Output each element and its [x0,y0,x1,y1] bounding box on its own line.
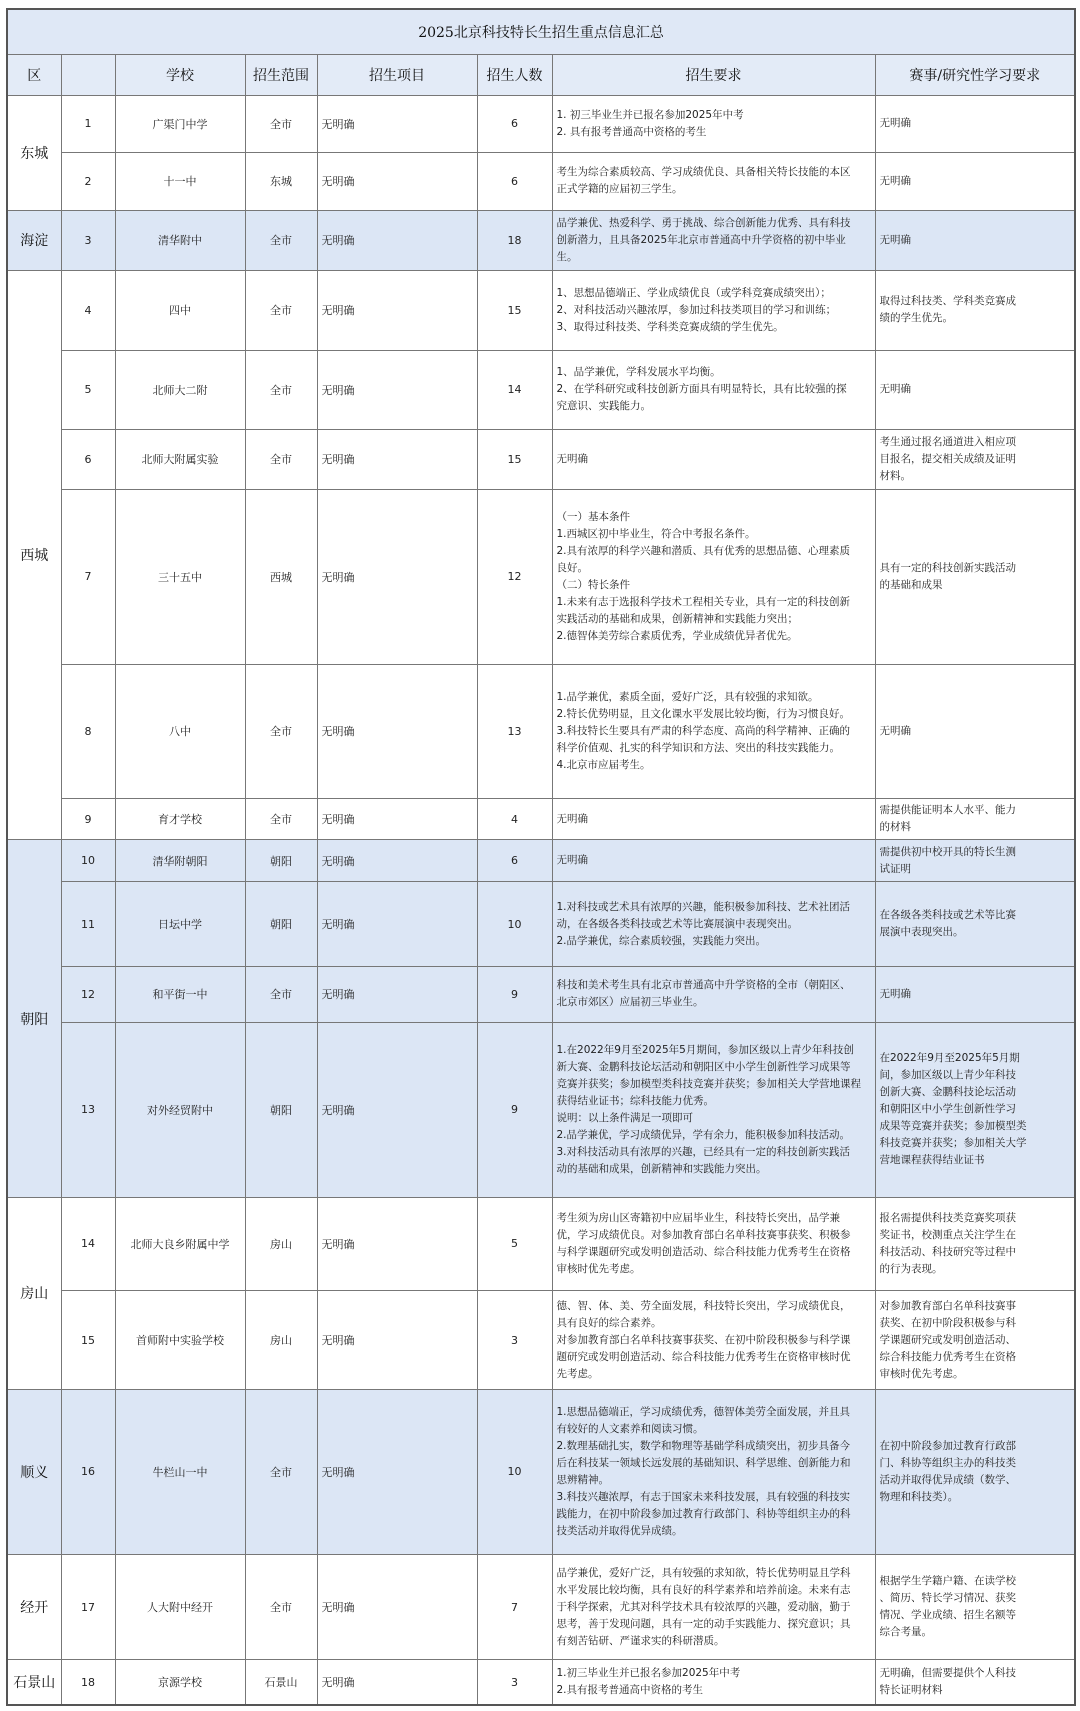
requirements-cell-line: 1. 初三毕业生并已报名参加2025年中考 [556,108,744,121]
table-row [7,882,1075,967]
requirements-cell [552,882,875,967]
requirements-cell-line: 1.对科技或艺术具有浓厚的兴趣，能积极参加科技、艺术社团活 [556,900,851,913]
requirements-cell-line: 水平发展比较均衡，具有良好的科学素养和培养前途。未来有志 [556,1583,851,1596]
competition-cell-line: 无明确 [879,383,911,396]
requirements-cell-line: 2. 具有报考普通高中资格的考生 [556,125,707,138]
table-row [7,1022,1075,1197]
row-index: 12 [61,967,115,1023]
competition-cell-line: 无明确 [879,233,911,246]
requirements-cell-line: 实践活动的基础和成果，创新精神和实践能力突出； [556,612,798,625]
enroll-count: 9 [477,1022,552,1197]
requirements-cell-line: 考生为综合素质较高、学习成绩优良、具备相关特长技能的本区 [556,166,851,179]
enroll-count: 4 [477,798,552,840]
requirements-cell-line: 1、品学兼优，学科发展水平均衡。 [556,366,721,379]
header-school: 学校 [115,55,245,96]
enroll-count: 9 [477,967,552,1023]
requirements-cell [552,270,875,350]
table-row [7,152,1075,210]
competition-cell-line: 物理和科技类）。 [879,1490,959,1503]
requirements-cell-line: 3.科技兴趣浓厚，有志于国家未来科技发展，具有较强的科技实 [556,1490,851,1503]
row-index: 10 [61,840,115,882]
enroll-project: 无明确 [317,351,477,429]
requirements-cell [552,664,875,798]
table-row [7,489,1075,664]
header-requirements: 招生要求 [552,55,875,96]
competition-cell-line: 对参加教育部白名单科技赛事 [879,1299,1016,1312]
enroll-scope: 朝阳 [245,840,317,882]
requirements-cell-line: 2、对科技活动兴趣浓厚，参加过科技类项目的学习和训练； [556,303,837,316]
competition-cell [875,210,1075,270]
school-name: 三十五中 [115,489,245,664]
competition-cell-line: 、简历、特长学习情况、获奖 [879,1592,1016,1605]
table-row [7,210,1075,270]
table-row [7,429,1075,489]
requirements-cell [552,429,875,489]
enroll-project: 无明确 [317,95,477,152]
district-cell: 经开 [7,1555,61,1660]
requirements-cell-line: 1、思想品德端正、学业成绩优良（或学科竞赛成绩突出）； [556,286,831,299]
competition-cell-line: 学课题研究或发明创造活动、 [879,1333,1016,1346]
enroll-scope: 房山 [245,1291,317,1390]
requirements-cell-line: 1.西城区初中毕业生，符合中考报名条件。 [556,527,756,540]
competition-cell-line: 的材料 [879,821,911,834]
table-row [7,1660,1075,1705]
enroll-scope: 朝阳 [245,1022,317,1197]
competition-cell-line: 科技活动、科技研究等过程中 [879,1245,1016,1258]
header-district: 区 [7,55,61,96]
competition-cell-line: 取得过科技类、学科类竞赛成 [879,295,1016,308]
enroll-project: 无明确 [317,664,477,798]
row-index: 3 [61,210,115,270]
competition-cell-line: 需提供初中校开具的特长生测 [879,845,1016,858]
enroll-project: 无明确 [317,210,477,270]
district-cell: 朝阳 [7,840,61,1197]
competition-cell-line: 根据学生学籍户籍、在读学校 [879,1575,1016,1588]
competition-cell-line: 情况、学业成绩、招生名额等 [879,1609,1016,1622]
requirements-cell [552,1022,875,1197]
school-name: 对外经贸附中 [115,1022,245,1197]
enroll-project: 无明确 [317,1197,477,1290]
competition-cell-line: 活动并取得优异成绩（数学、 [879,1473,1016,1486]
enroll-scope: 全市 [245,270,317,350]
requirements-cell-line: 品学兼优，爱好广泛，具有较强的求知欲，特长优势明显且学科 [556,1566,851,1579]
requirements-cell-line: 有刻苦钻研、严谨求实的科研潜质。 [556,1634,725,1647]
requirements-cell-line: 获得结业证书；综科技能力优秀。 [556,1094,714,1107]
district-cell: 房山 [7,1197,61,1389]
requirements-cell-line: 无明确 [556,812,588,825]
requirements-cell-line: 1.在2022年9月至2025年5月期间，参加区级以上青少年科技创 [556,1043,854,1056]
enroll-scope: 朝阳 [245,882,317,967]
requirements-cell-line: 思辨精神。 [556,1473,609,1486]
row-index: 5 [61,351,115,429]
competition-cell-line: 间，参加区级以上青少年科技 [879,1069,1016,1082]
table-row [7,1291,1075,1390]
enroll-project: 无明确 [317,882,477,967]
competition-cell-line: 综合科技能力优秀考生在资格 [879,1350,1016,1363]
row-index: 9 [61,798,115,840]
enroll-count: 15 [477,270,552,350]
enroll-count: 13 [477,664,552,798]
enroll-count: 15 [477,429,552,489]
requirements-cell-line: 题研究或发明创造活动、综合科技能力优秀考生在资格审核时优 [556,1350,851,1363]
requirements-cell-line: 先考虑。 [556,1367,599,1380]
enroll-scope: 全市 [245,210,317,270]
table-row [7,798,1075,840]
competition-cell [875,1197,1075,1290]
requirements-cell [552,210,875,270]
requirements-cell [552,95,875,152]
district-cell: 东城 [7,95,61,210]
enroll-scope: 西城 [245,489,317,664]
enroll-project: 无明确 [317,1660,477,1705]
competition-cell-line: 考生通过报名通道进入相应项 [879,435,1016,448]
enroll-project: 无明确 [317,152,477,210]
header-scope: 招生范围 [245,55,317,96]
header-competition: 赛事/研究性学习要求 [875,55,1075,96]
competition-cell-line: 和朝阳区中小学生创新性学习 [879,1103,1016,1116]
requirements-cell-line: 竞赛并获奖；参加模型类科技竞赛并获奖；参加相关大学营地课程 [556,1077,861,1090]
competition-cell-line: 特长证明材料 [879,1684,943,1697]
row-index: 13 [61,1022,115,1197]
competition-cell-line: 成果等竞赛并获奖；参加模型类 [879,1120,1027,1133]
district-cell: 西城 [7,270,61,840]
competition-cell-line: 目报名，提交相关成绩及证明 [879,452,1016,465]
enroll-scope: 石景山 [245,1660,317,1705]
competition-cell-line: 科技竞赛并获奖；参加相关大学 [879,1137,1027,1150]
enroll-project: 无明确 [317,489,477,664]
competition-cell-line: 奖证书，校测重点关注学生在 [879,1228,1016,1241]
competition-cell-line: 无明确 [879,117,911,130]
enroll-project: 无明确 [317,429,477,489]
school-name: 北师大二附 [115,351,245,429]
competition-cell [875,664,1075,798]
row-index: 4 [61,270,115,350]
requirements-cell-line: （二）特长条件 [556,578,630,591]
enroll-project: 无明确 [317,1291,477,1390]
competition-cell-line: 具有一定的科技创新实践活动 [879,561,1016,574]
requirements-cell-line: 3.对科技活动具有浓厚的兴趣，已经具有一定的科技创新实践活 [556,1145,851,1158]
enroll-count: 10 [477,1389,552,1554]
competition-cell-line: 门、科协等组织主办的科技类 [879,1456,1016,1469]
enroll-project: 无明确 [317,967,477,1023]
requirements-cell-line: 2.品学兼优，学习成绩优异，学有余力，能积极参加科技活动。 [556,1128,851,1141]
competition-cell-line: 需提供能证明本人水平、能力 [879,804,1016,817]
requirements-cell [552,798,875,840]
competition-cell [875,882,1075,967]
enroll-count: 12 [477,489,552,664]
school-name: 人大附中经开 [115,1555,245,1660]
table-row [7,95,1075,152]
requirements-cell-line: 2.具有浓厚的科学兴趣和潜质、具有优秀的思想品德、心理素质 [556,544,851,557]
row-index: 1 [61,95,115,152]
competition-cell-line: 创新大赛、金鹏科技论坛活动 [879,1086,1016,1099]
competition-cell-line: 无明确 [879,724,911,737]
requirements-cell-line: 北京市郊区）应届初三毕业生。 [556,996,704,1009]
competition-cell [875,1660,1075,1705]
school-name: 和平街一中 [115,967,245,1023]
requirements-cell-line: 究意识、实践能力。 [556,400,651,413]
competition-cell [875,1555,1075,1660]
table-row [7,270,1075,350]
district-cell: 海淀 [7,210,61,270]
table-row [7,967,1075,1023]
school-name: 广渠门中学 [115,95,245,152]
row-index: 7 [61,489,115,664]
requirements-cell-line: 新大赛、金鹏科技论坛活动和朝阳区中小学生创新性学习成果等 [556,1060,851,1073]
competition-cell-line: 获奖、在初中阶段积极参与科 [879,1316,1016,1329]
requirements-cell-line: 科学价值观、扎实的科学知识和方法、突出的科技实践能力。 [556,741,840,754]
enroll-scope: 全市 [245,351,317,429]
competition-cell-line: 无明确 [879,174,911,187]
school-name: 京源学校 [115,1660,245,1705]
competition-cell-line: 的基础和成果 [879,578,943,591]
requirements-cell-line: 1.品学兼优，素质全面，爱好广泛，具有较强的求知欲。 [556,690,819,703]
header-row [7,55,1075,96]
requirements-cell-line: 考生须为房山区寄籍初中应届毕业生，科技特长突出，品学兼 [556,1211,840,1224]
competition-cell-line: 无明确，但需要提供个人科技 [879,1667,1016,1680]
requirements-cell [552,840,875,882]
requirements-cell-line: 德、智、体、美、劳全面发展，科技特长突出，学习成绩优良， [556,1299,851,1312]
requirements-cell-line: 技类活动并取得优异成绩。 [556,1524,683,1537]
enroll-scope: 全市 [245,1389,317,1554]
header-project: 招生项目 [317,55,477,96]
competition-cell-line: 报名需提供科技类竞赛奖项获 [879,1211,1016,1224]
requirements-cell-line: 1.未来有志于选报科学技术工程相关专业，具有一定的科技创新 [556,595,851,608]
school-name: 北师大附属实验 [115,429,245,489]
competition-cell [875,1022,1075,1197]
enroll-count: 7 [477,1555,552,1660]
competition-cell [875,1291,1075,1390]
enroll-project: 无明确 [317,1389,477,1554]
school-name: 清华附朝阳 [115,840,245,882]
enroll-count: 5 [477,1197,552,1290]
requirements-cell-line: 后在科技某一领域长远发展的基础知识、科学思维、创新能力和 [556,1456,851,1469]
requirements-cell-line: 2.具有报考普通高中资格的考生 [556,1684,704,1697]
requirements-cell [552,1197,875,1290]
enroll-scope: 全市 [245,664,317,798]
enroll-count: 6 [477,152,552,210]
enroll-scope: 全市 [245,967,317,1023]
competition-cell [875,1389,1075,1554]
row-index: 2 [61,152,115,210]
requirements-cell [552,967,875,1023]
competition-cell-line: 的行为表现。 [879,1262,943,1275]
requirements-cell-line: （一）基本条件 [556,510,630,523]
row-index: 8 [61,664,115,798]
header-index [61,55,115,96]
requirements-cell-line: 正式学籍的应届初三学生。 [556,183,683,196]
header-count: 招生人数 [477,55,552,96]
competition-cell [875,489,1075,664]
requirements-cell [552,489,875,664]
enroll-project: 无明确 [317,840,477,882]
enroll-count: 14 [477,351,552,429]
district-cell: 顺义 [7,1389,61,1554]
enroll-scope: 全市 [245,429,317,489]
enroll-count: 3 [477,1660,552,1705]
table-row [7,351,1075,429]
requirements-cell-line: 2、在学科研究或科技创新方面具有明显特长，具有比较强的探 [556,383,847,396]
row-index: 11 [61,882,115,967]
competition-cell-line: 材料。 [879,469,911,482]
requirements-cell [552,1555,875,1660]
requirements-cell-line: 有较好的人文素养和阅读习惯。 [556,1422,704,1435]
enroll-scope: 全市 [245,1555,317,1660]
school-name: 八中 [115,664,245,798]
table-row [7,1555,1075,1660]
competition-cell-line: 试证明 [879,862,911,875]
competition-cell [875,840,1075,882]
requirements-cell-line: 3、取得过科技类、学科类竞赛成绩的学生优先。 [556,320,784,333]
enroll-count: 18 [477,210,552,270]
competition-cell-line: 在初中阶段参加过教育行政部 [879,1439,1016,1452]
enrollment-table [6,8,1076,1706]
competition-cell [875,95,1075,152]
requirements-cell [552,1660,875,1705]
enroll-scope: 房山 [245,1197,317,1290]
requirements-cell-line: 无明确 [556,854,588,867]
school-name: 北师大良乡附属中学 [115,1197,245,1290]
requirements-cell [552,1291,875,1390]
requirements-cell-line: 具有良好的综合素养。 [556,1316,662,1329]
competition-cell-line: 绩的学生优先。 [879,312,953,325]
table-row [7,840,1075,882]
school-name: 十一中 [115,152,245,210]
requirements-cell-line: 1.思想品德端正，学习成绩优秀，德智体美劳全面发展，并且具 [556,1405,851,1418]
requirements-cell-line: 品学兼优、热爱科学、勇于挑战、综合创新能力优秀、具有科技 [556,216,851,229]
row-index: 16 [61,1389,115,1554]
requirements-cell-line: 2.特长优势明显，且文化课水平发展比较均衡，行为习惯良好。 [556,707,851,720]
competition-cell-line: 在2022年9月至2025年5月期 [879,1052,1020,1065]
enroll-project: 无明确 [317,798,477,840]
table-row [7,1389,1075,1554]
row-index: 17 [61,1555,115,1660]
requirements-cell-line: 动的基础和成果，创新精神和实践能力突出。 [556,1162,767,1175]
competition-cell-line: 综合考量。 [879,1626,932,1639]
competition-cell [875,967,1075,1023]
row-index: 6 [61,429,115,489]
enroll-count: 3 [477,1291,552,1390]
requirements-cell-line: 科技和美术考生具有北京市普通高中升学资格的全市（朝阳区、 [556,979,851,992]
requirements-cell-line: 于科学探索，尤其对科学技术具有较浓厚的兴趣，爱动脑，勤于 [556,1600,851,1613]
requirements-cell-line: 对参加教育部白名单科技赛事获奖、在初中阶段积极参与科学课 [556,1333,851,1346]
school-name: 首师附中实验学校 [115,1291,245,1390]
school-name: 育才学校 [115,798,245,840]
requirements-cell-line: 2.品学兼优，综合素质较强，实践能力突出。 [556,934,767,947]
requirements-cell-line: 与科学课题研究或发明创造活动、综合科技能力优秀考生在资格 [556,1245,851,1258]
enroll-scope: 全市 [245,95,317,152]
enroll-scope: 全市 [245,798,317,840]
enroll-count: 6 [477,840,552,882]
requirements-cell-line: 践能力，在初中阶段参加过教育行政部门、科协等组织主办的科 [556,1507,851,1520]
enroll-project: 无明确 [317,270,477,350]
enroll-project: 无明确 [317,1022,477,1197]
requirements-cell-line: 2.数理基础扎实，数学和物理等基础学科成绩突出，初步具备今 [556,1439,851,1452]
row-index: 18 [61,1660,115,1705]
table-row [7,1197,1075,1290]
enroll-count: 6 [477,95,552,152]
school-name: 牛栏山一中 [115,1389,245,1554]
requirements-cell-line: 思考，善于发现问题，具有一定的动手实践能力、探究意识；具 [556,1617,851,1630]
requirements-cell-line: 创新潜力，且具备2025年北京市普通高中升学资格的初中毕业 [556,233,846,246]
competition-cell [875,152,1075,210]
school-name: 清华附中 [115,210,245,270]
competition-cell [875,351,1075,429]
requirements-cell-line: 动，在各级各类科技或艺术等比赛展演中表现突出。 [556,917,798,930]
competition-cell-line: 营地课程获得结业证书 [879,1154,985,1167]
competition-cell [875,429,1075,489]
enroll-count: 10 [477,882,552,967]
school-name: 四中 [115,270,245,350]
requirements-cell-line: 优，学习成绩优良。对参加教育部白名单科技赛事获奖、积极参 [556,1228,851,1241]
requirements-cell-line: 良好。 [556,561,588,574]
competition-cell-line: 审核时优先考虑。 [879,1367,964,1380]
enroll-project: 无明确 [317,1555,477,1660]
enroll-scope: 东城 [245,152,317,210]
requirements-cell-line: 无明确 [556,452,588,465]
requirements-cell-line: 3.科技特长生要具有严肃的科学态度、高尚的科学精神、正确的 [556,724,851,737]
requirements-cell [552,351,875,429]
competition-cell-line: 无明确 [879,987,911,1000]
competition-cell [875,270,1075,350]
requirements-cell-line: 1.初三毕业生并已报名参加2025年中考 [556,1667,741,1680]
requirements-cell-line: 4.北京市应届考生。 [556,758,651,771]
requirements-cell [552,1389,875,1554]
title-row [7,9,1075,55]
school-name: 日坛中学 [115,882,245,967]
requirements-cell-line: 2.德智体美劳综合素质优秀，学业成绩优异者优先。 [556,629,798,642]
competition-cell-line: 展演中表现突出。 [879,926,964,939]
table-row [7,664,1075,798]
requirements-cell-line: 生。 [556,250,578,263]
competition-cell-line: 在各级各类科技或艺术等比赛 [879,909,1016,922]
row-index: 14 [61,1197,115,1290]
requirements-cell-line: 审核时优先考虑。 [556,1262,641,1275]
competition-cell [875,798,1075,840]
requirements-cell-line: 说明：以上条件满足一项即可 [556,1111,693,1124]
district-cell: 石景山 [7,1660,61,1705]
table-title: 2025北京科技特长生招生重点信息汇总 [7,9,1075,55]
requirements-cell [552,152,875,210]
row-index: 15 [61,1291,115,1390]
